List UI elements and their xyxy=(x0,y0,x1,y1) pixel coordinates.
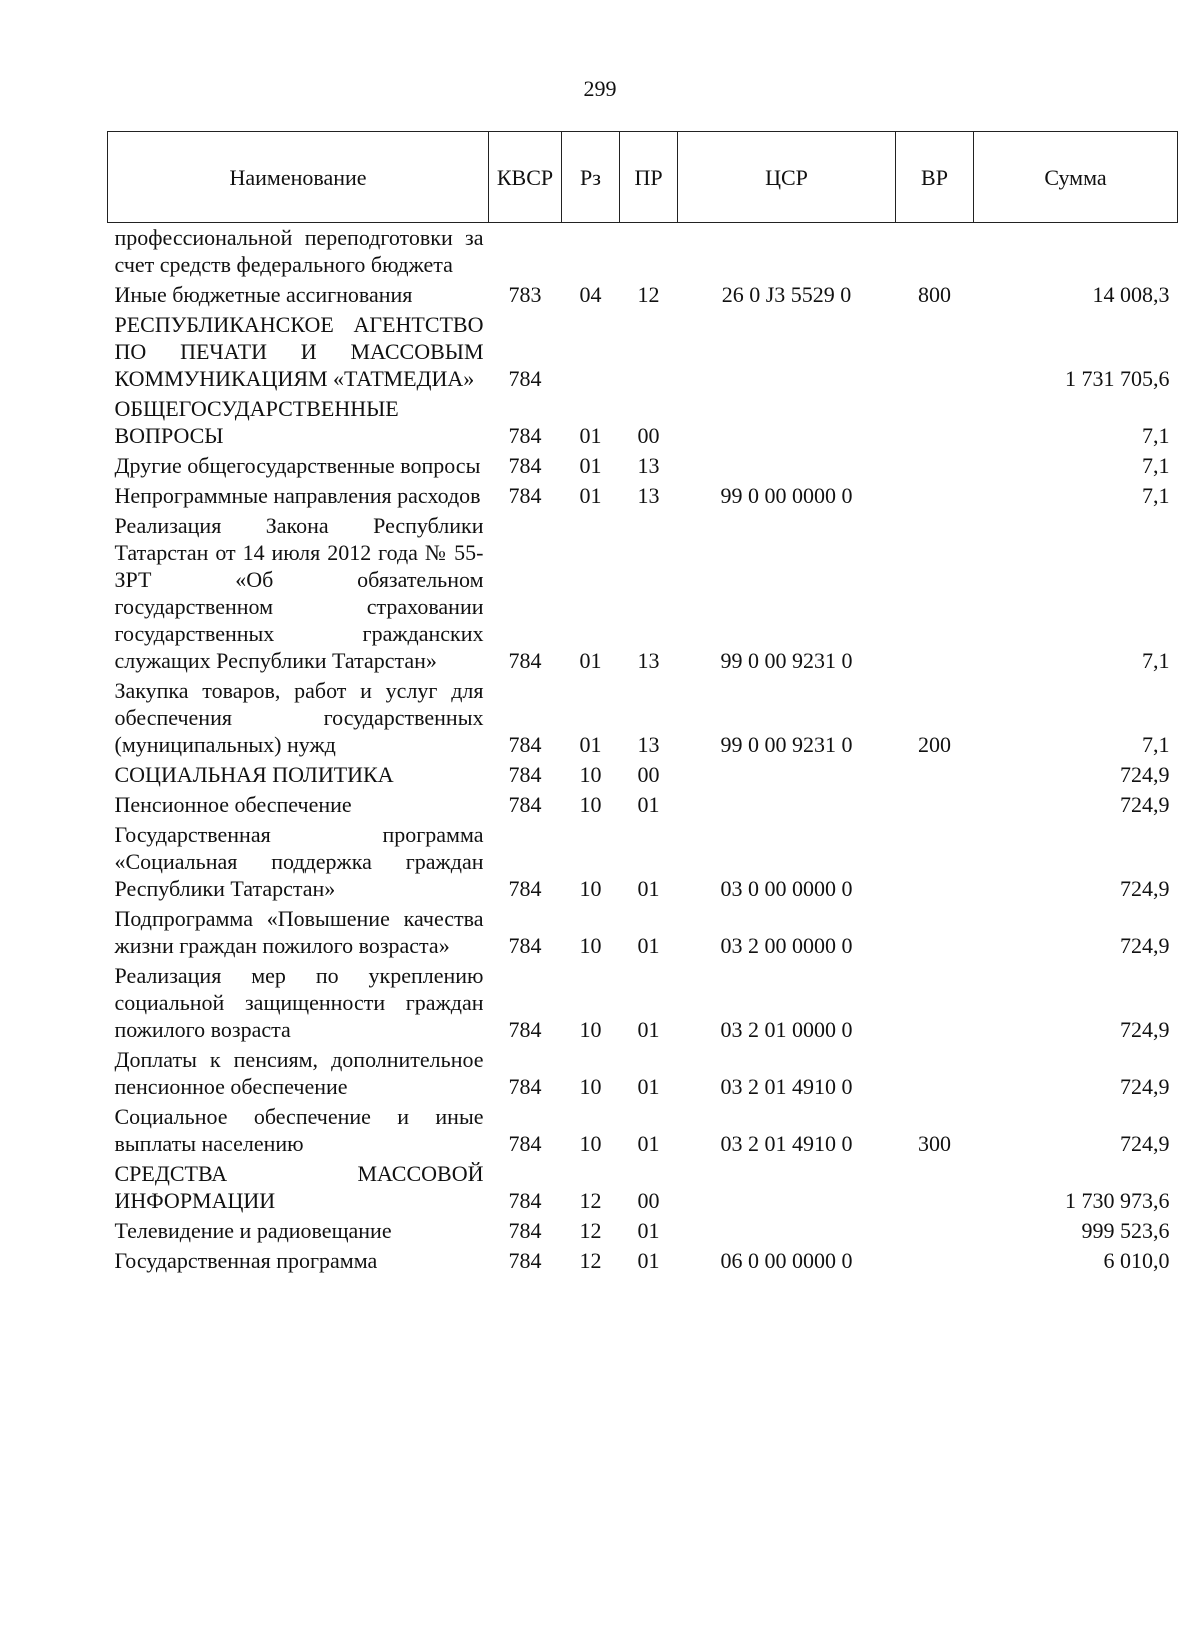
cell-pr: 01 xyxy=(637,1248,660,1273)
cell-csr: 03 2 01 4910 0 xyxy=(720,1131,853,1156)
cell-rz: 12 xyxy=(579,1248,602,1273)
cell-kvsr: 784 xyxy=(508,876,542,901)
cell-rz: 10 xyxy=(579,876,602,901)
cell-name: Государственная программа xyxy=(114,1248,378,1273)
cell-name: профессиональной переподготовки за счет средств федерального бюджета xyxy=(114,225,484,277)
cell-rz: 12 xyxy=(579,1218,602,1243)
cell-sum: 1 730 973,6 xyxy=(1065,1188,1170,1213)
table-row xyxy=(108,1246,1178,1276)
cell-rz: 04 xyxy=(579,282,602,307)
table-row xyxy=(108,1216,1178,1246)
cell-pr: 13 xyxy=(637,453,660,478)
cell-name: Государственная программа «Социальная поддержка граждан Республики Татарстан» xyxy=(114,822,484,901)
header-sum: Сумма xyxy=(974,132,1178,223)
cell-name: Доплаты к пенсиям, дополнительное пенсионное обеспечение xyxy=(114,1047,484,1099)
table-row xyxy=(108,223,1178,281)
cell-kvsr: 784 xyxy=(508,933,542,958)
cell-kvsr: 784 xyxy=(508,453,542,478)
cell-pr: 01 xyxy=(637,876,660,901)
cell-rz: 01 xyxy=(579,648,602,673)
cell-rz: 10 xyxy=(579,762,602,787)
cell-kvsr: 784 xyxy=(508,1188,542,1213)
cell-vr xyxy=(896,1216,974,1246)
table-row xyxy=(108,790,1178,820)
cell-kvsr: 784 xyxy=(508,366,542,391)
header-kvsr: КВСР xyxy=(489,132,562,223)
table-row xyxy=(108,1102,1178,1159)
cell-kvsr: 784 xyxy=(508,423,542,448)
table-row xyxy=(108,961,1178,1045)
cell-vr xyxy=(896,820,974,904)
cell-name: Иные бюджетные ассигнования xyxy=(114,282,413,307)
cell-name: Подпрограмма «Повышение качества жизни граждан пожилого возраста» xyxy=(114,906,484,958)
cell-kvsr: 784 xyxy=(508,1074,542,1099)
cell-csr: 03 2 00 0000 0 xyxy=(720,933,853,958)
cell-name: Закупка товаров, работ и услуг для обеспечения государственных (муниципальных) нужд xyxy=(114,678,484,757)
cell-vr xyxy=(896,760,974,790)
cell-vr xyxy=(896,451,974,481)
cell-sum: 14 008,3 xyxy=(1092,282,1170,307)
cell-pr: 00 xyxy=(637,762,660,787)
cell-pr: 00 xyxy=(637,1188,660,1213)
cell-name: Непрограммные направления расходов xyxy=(114,483,481,508)
table-row xyxy=(108,394,1178,451)
header-csr: ЦСР xyxy=(678,132,896,223)
cell-csr xyxy=(678,451,896,481)
table-row xyxy=(108,676,1178,760)
cell-kvsr: 784 xyxy=(508,483,542,508)
cell-sum: 999 523,6 xyxy=(1081,1218,1170,1243)
cell-vr xyxy=(896,1159,974,1216)
cell-vr xyxy=(896,1246,974,1276)
cell-sum: 7,1 xyxy=(1142,453,1170,478)
cell-csr xyxy=(678,1159,896,1216)
cell-csr: 26 0 J3 5529 0 xyxy=(721,282,852,307)
cell-vr xyxy=(896,904,974,961)
table-row xyxy=(108,1159,1178,1216)
cell-kvsr: 784 xyxy=(508,762,542,787)
cell-sum: 724,9 xyxy=(1120,792,1170,817)
cell-rz: 01 xyxy=(579,453,602,478)
cell-csr: 03 2 01 0000 0 xyxy=(720,1017,853,1042)
cell-rz: 01 xyxy=(579,483,602,508)
cell-vr: 800 xyxy=(918,282,951,307)
cell-name: ОБЩЕГОСУДАРСТВЕННЫЕ ВОПРОСЫ xyxy=(114,396,399,448)
cell-pr: 01 xyxy=(637,1218,660,1243)
page-number: 299 xyxy=(583,76,617,101)
cell-sum: 1 731 705,6 xyxy=(1065,366,1170,391)
cell-sum: 724,9 xyxy=(1120,1074,1170,1099)
cell-sum: 7,1 xyxy=(1142,648,1170,673)
cell-vr xyxy=(896,961,974,1045)
table-row xyxy=(108,760,1178,790)
cell-name: Реализация мер по укреплению социальной защищенности граждан пожилого возраста xyxy=(114,963,484,1042)
table-row xyxy=(108,451,1178,481)
header-pr: ПР xyxy=(620,132,678,223)
table-row xyxy=(108,481,1178,511)
cell-pr: 01 xyxy=(637,933,660,958)
cell-kvsr: 784 xyxy=(508,1017,542,1042)
cell-csr: 03 2 01 4910 0 xyxy=(720,1074,853,1099)
cell-sum xyxy=(974,223,1178,281)
cell-rz: 01 xyxy=(579,732,602,757)
table-row xyxy=(108,904,1178,961)
cell-csr: 99 0 00 9231 0 xyxy=(720,648,853,673)
header-name: Наименование xyxy=(108,132,489,223)
cell-csr: 99 0 00 9231 0 xyxy=(720,732,853,757)
cell-sum: 724,9 xyxy=(1120,1131,1170,1156)
cell-sum: 724,9 xyxy=(1120,933,1170,958)
cell-name: Социальное обеспечение и иные выплаты населению xyxy=(114,1104,484,1156)
cell-name: РЕСПУБЛИКАНСКОЕ АГЕНТСТВО ПО ПЕЧАТИ И МАССОВЫМ КОММУНИКАЦИЯМ «ТАТМЕДИА» xyxy=(114,312,484,391)
table-row xyxy=(108,820,1178,904)
cell-name: СОЦИАЛЬНАЯ ПОЛИТИКА xyxy=(114,762,394,787)
cell-vr xyxy=(896,1045,974,1102)
cell-vr xyxy=(896,790,974,820)
cell-kvsr: 784 xyxy=(508,1131,542,1156)
table-body xyxy=(108,223,1178,1277)
cell-vr: 200 xyxy=(918,732,951,757)
cell-pr: 13 xyxy=(637,648,660,673)
budget-table xyxy=(107,131,1178,1276)
cell-pr xyxy=(620,310,678,394)
cell-sum: 724,9 xyxy=(1120,876,1170,901)
cell-kvsr: 784 xyxy=(508,648,542,673)
cell-csr: 03 0 00 0000 0 xyxy=(720,876,853,901)
cell-pr: 13 xyxy=(637,732,660,757)
cell-sum: 7,1 xyxy=(1142,483,1170,508)
cell-sum: 724,9 xyxy=(1120,1017,1170,1042)
cell-vr xyxy=(896,310,974,394)
table-row xyxy=(108,310,1178,394)
cell-csr xyxy=(678,223,896,281)
cell-rz xyxy=(562,223,620,281)
cell-pr: 00 xyxy=(637,423,660,448)
cell-kvsr: 784 xyxy=(508,732,542,757)
cell-sum: 7,1 xyxy=(1142,732,1170,757)
cell-csr xyxy=(678,310,896,394)
cell-pr: 01 xyxy=(637,1074,660,1099)
cell-pr: 01 xyxy=(637,792,660,817)
cell-sum: 6 010,0 xyxy=(1103,1248,1170,1273)
table-row xyxy=(108,511,1178,676)
cell-rz: 10 xyxy=(579,1017,602,1042)
cell-pr: 12 xyxy=(637,282,660,307)
cell-sum: 724,9 xyxy=(1120,762,1170,787)
cell-kvsr: 784 xyxy=(508,1218,542,1243)
table-row xyxy=(108,280,1178,310)
cell-pr: 13 xyxy=(637,483,660,508)
cell-name: Другие общегосударственные вопросы xyxy=(114,453,481,478)
cell-csr xyxy=(678,790,896,820)
cell-rz: 10 xyxy=(579,792,602,817)
header-rz: Рз xyxy=(562,132,620,223)
cell-kvsr: 783 xyxy=(508,282,542,307)
cell-kvsr: 784 xyxy=(508,1248,542,1273)
cell-rz xyxy=(562,310,620,394)
cell-csr xyxy=(678,394,896,451)
cell-sum: 7,1 xyxy=(1142,423,1170,448)
cell-vr xyxy=(896,223,974,281)
cell-csr: 99 0 00 0000 0 xyxy=(720,483,853,508)
table-header xyxy=(108,132,1178,223)
cell-vr xyxy=(896,481,974,511)
cell-kvsr: 784 xyxy=(508,792,542,817)
cell-rz: 10 xyxy=(579,1131,602,1156)
cell-name: Телевидение и радиовещание xyxy=(114,1218,392,1243)
cell-vr xyxy=(896,394,974,451)
cell-pr: 01 xyxy=(637,1131,660,1156)
cell-name: СРЕДСТВА МАССОВОЙ ИНФОРМАЦИИ xyxy=(114,1161,484,1213)
cell-vr xyxy=(896,511,974,676)
cell-pr: 01 xyxy=(637,1017,660,1042)
cell-name: Реализация Закона Республики Татарстан от 14 июля 2012 года № 55-ЗРТ «Об обязательном государственном страховании государственных гражданских служащих Республики Татарстан» xyxy=(114,513,484,673)
cell-rz: 10 xyxy=(579,933,602,958)
cell-kvsr xyxy=(489,223,562,281)
cell-vr: 300 xyxy=(918,1131,951,1156)
cell-csr xyxy=(678,760,896,790)
header-vr: ВР xyxy=(896,132,974,223)
cell-name: Пенсионное обеспечение xyxy=(114,792,352,817)
table-row xyxy=(108,1045,1178,1102)
cell-csr xyxy=(678,1216,896,1246)
cell-rz: 12 xyxy=(579,1188,602,1213)
cell-csr: 06 0 00 0000 0 xyxy=(720,1248,853,1273)
cell-rz: 10 xyxy=(579,1074,602,1099)
cell-rz: 01 xyxy=(579,423,602,448)
cell-pr xyxy=(620,223,678,281)
